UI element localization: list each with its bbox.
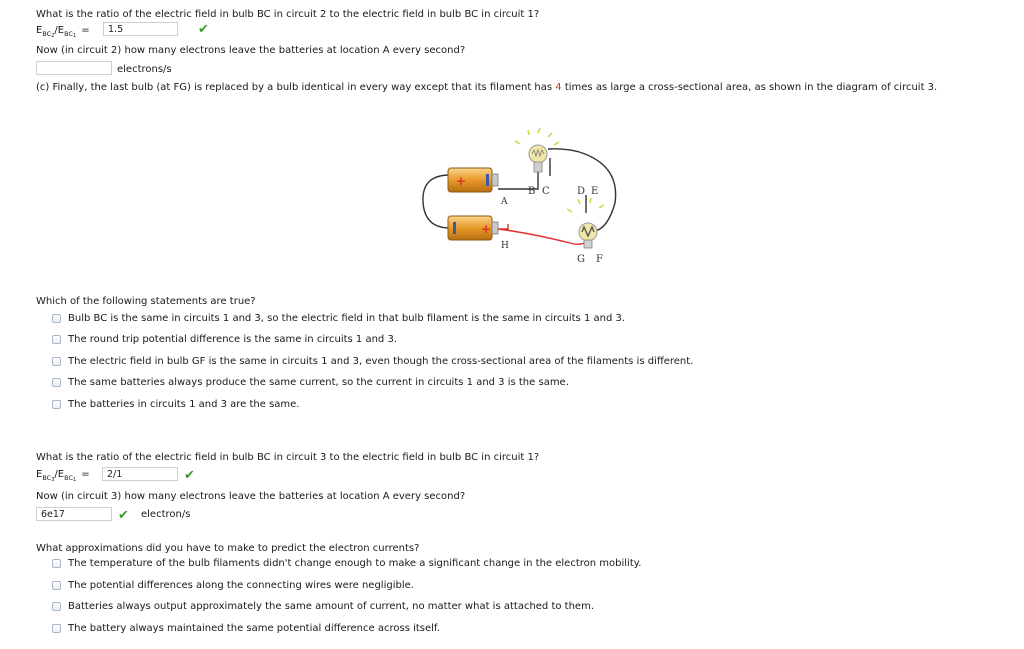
approximation-label: The battery always maintained the same potential difference across itself. — [68, 623, 440, 634]
ratio-subscript: BC — [42, 29, 52, 38]
question-electrons-circuit2: Now (in circuit 2) how many electrons leave the batteries at location A every second? — [36, 45, 466, 56]
battery-top-plus: + — [456, 174, 467, 188]
question-ratio-circuit2: What is the ratio of the electric field in bulb BC in circuit 2 to the electric field in bulb BC in circuit 1? — [36, 9, 540, 20]
question-electrons-circuit3: Now (in circuit 3) how many electrons leave the batteries at location A every second? — [36, 491, 466, 502]
ratio-symbol: E — [36, 469, 43, 480]
checkbox[interactable] — [52, 378, 61, 387]
ratio-subscript-index: 2 — [51, 32, 55, 39]
electrons-unit-label: electron/s — [141, 509, 191, 520]
checkbox[interactable] — [52, 624, 61, 633]
ratio-input-circuit2[interactable]: 1.5 — [103, 22, 178, 36]
ratio-slash: / — [54, 469, 58, 480]
approximations-question: What approximations did you have to make to predict the electron currents? — [36, 543, 420, 554]
label-f: F — [596, 254, 603, 265]
ratio-subscript-index: 3 — [51, 476, 55, 483]
battery-bottom-minus-mark — [453, 222, 456, 234]
battery-bottom-plus: + — [481, 222, 492, 236]
ratio-subscript-index: 1 — [73, 476, 77, 483]
checkbox[interactable] — [52, 559, 61, 568]
label-e: E — [591, 186, 599, 197]
approximation-option[interactable] — [52, 580, 414, 591]
statement-label: The electric field in bulb GF is the same in circuits 1 and 3, even though the cross-sectional area of the filaments is different. — [68, 356, 694, 367]
checkbox[interactable] — [52, 602, 61, 611]
checkbox[interactable] — [52, 335, 61, 344]
part-c-text-before: (c) Finally, the last bulb (at FG) is replaced by a bulb identical in every way except that its filament has — [36, 82, 556, 93]
approximation-option[interactable] — [52, 601, 594, 612]
checkbox[interactable] — [52, 400, 61, 409]
ratio-subscript-index: 1 — [73, 32, 77, 39]
statement-option[interactable] — [52, 377, 569, 388]
statement-label: Bulb BC is the same in circuits 1 and 3, so the electric field in that bulb filament is the same in circuits 1 and 3. — [68, 313, 626, 324]
battery-top-terminal — [492, 174, 498, 186]
check-icon: ✔ — [184, 468, 195, 483]
label-h: H — [501, 241, 509, 251]
label-g: G — [577, 254, 585, 265]
wire-left-loop — [423, 175, 450, 228]
statement-label: The round trip potential difference is the same in circuits 1 and 3. — [68, 334, 397, 345]
approximation-option[interactable] — [52, 558, 641, 569]
statement-option[interactable] — [52, 313, 625, 324]
electrons-unit-label: electrons/s — [117, 64, 172, 75]
wire-h-to-g — [498, 224, 586, 244]
statement-option[interactable] — [52, 356, 693, 367]
bulb-bc-icon — [515, 128, 559, 172]
statements-question: Which of the following statements are true? — [36, 296, 256, 307]
label-c: C — [542, 186, 550, 197]
checkbox[interactable] — [52, 357, 61, 366]
checkbox[interactable] — [52, 581, 61, 590]
electrons-input-circuit2[interactable] — [36, 61, 112, 75]
statement-option[interactable] — [52, 399, 300, 410]
ratio-equals: = — [81, 25, 90, 36]
wire-a-to-b — [498, 158, 538, 189]
battery-top — [448, 168, 492, 192]
ratio-equals: = — [81, 469, 90, 480]
ratio-slash: / — [54, 25, 58, 36]
ratio-label-circuit2 — [36, 25, 90, 39]
approximation-label: Batteries always output approximately the same amount of current, no matter what is attached to them. — [68, 601, 595, 612]
part-c-text-after: times as large a cross-sectional area, as shown in the diagram of circuit 3. — [561, 82, 938, 93]
ratio-subscript: BC — [42, 473, 52, 482]
battery-top-minus-mark — [486, 174, 489, 186]
ratio-label-circuit3 — [36, 469, 90, 483]
question-ratio-circuit3: What is the ratio of the electric field in bulb BC in circuit 3 to the electric field in bulb BC in circuit 1? — [36, 452, 540, 463]
circuit-diagram — [420, 128, 635, 268]
ratio-symbol: E — [36, 25, 43, 36]
ratio-input-circuit3[interactable]: 2/1 — [102, 467, 178, 481]
label-d: D — [577, 186, 586, 197]
ratio-symbol: E — [57, 469, 65, 480]
statement-label: The batteries in circuits 1 and 3 are the same. — [68, 399, 300, 410]
check-icon: ✔ — [118, 508, 129, 523]
approximation-option[interactable] — [52, 623, 440, 634]
electrons-input-circuit3[interactable]: 6e17 — [36, 507, 112, 521]
battery-bottom-terminal — [492, 222, 498, 234]
label-a: A — [501, 197, 508, 207]
part-c-instructions — [36, 82, 937, 93]
label-b: B — [528, 186, 536, 197]
statement-option[interactable] — [52, 334, 397, 345]
ratio-symbol: E — [57, 25, 65, 36]
approximation-label: The potential differences along the connecting wires were negligible. — [68, 580, 414, 591]
part-c-highlight: 4 — [555, 82, 562, 93]
statement-label: The same batteries always produce the same current, so the current in circuits 1 and 3 is the same. — [68, 377, 569, 388]
approximation-label: The temperature of the bulb filaments didn't change enough to make a significant change in the electron mobility. — [68, 558, 642, 569]
ratio-subscript: BC — [64, 473, 73, 482]
check-icon: ✔ — [198, 22, 209, 37]
ratio-subscript: BC — [64, 29, 73, 38]
checkbox[interactable] — [52, 314, 61, 323]
